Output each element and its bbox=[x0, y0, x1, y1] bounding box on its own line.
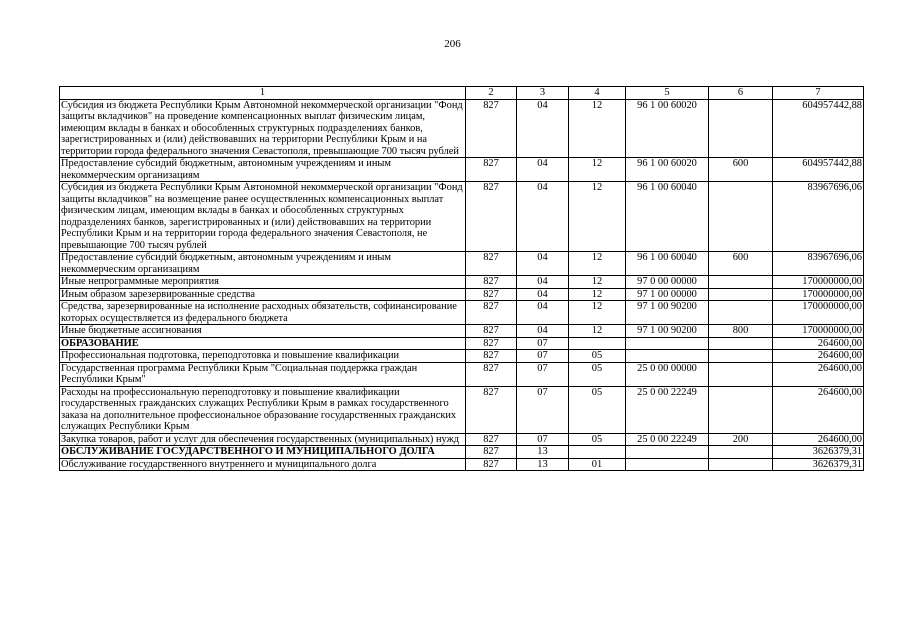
row-target-code: 25 0 00 22249 bbox=[626, 386, 709, 433]
row-expense-type: 200 bbox=[709, 433, 773, 446]
row-expense-type: 600 bbox=[709, 158, 773, 182]
row-section-code: 04 bbox=[517, 182, 569, 252]
row-expense-type bbox=[709, 301, 773, 325]
row-expense-type bbox=[709, 99, 773, 158]
row-ministry-code: 827 bbox=[466, 325, 517, 338]
row-ministry-code: 827 bbox=[466, 446, 517, 459]
row-amount: 264600,00 bbox=[773, 433, 864, 446]
row-name: Средства, зарезервированные на исполнение расходных обязательств, софинансирование которых осуществляется из федерального бюджета bbox=[60, 301, 466, 325]
row-amount: 83967696,06 bbox=[773, 252, 864, 276]
row-section-code: 07 bbox=[517, 386, 569, 433]
row-amount: 170000000,00 bbox=[773, 276, 864, 289]
table-row bbox=[60, 433, 864, 446]
table-row bbox=[60, 325, 864, 338]
row-name: Иные непрограммные мероприятия bbox=[60, 276, 466, 289]
row-section-code: 04 bbox=[517, 158, 569, 182]
row-section-code: 07 bbox=[517, 362, 569, 386]
row-ministry-code: 827 bbox=[466, 288, 517, 301]
row-target-code: 96 1 00 60020 bbox=[626, 99, 709, 158]
row-section-code: 04 bbox=[517, 99, 569, 158]
header-col-2: 2 bbox=[466, 87, 517, 100]
row-ministry-code: 827 bbox=[466, 337, 517, 350]
row-name: ОБРАЗОВАНИЕ bbox=[60, 337, 466, 350]
row-amount: 3626379,31 bbox=[773, 458, 864, 471]
row-expense-type bbox=[709, 458, 773, 471]
row-amount: 604957442,88 bbox=[773, 158, 864, 182]
row-amount: 264600,00 bbox=[773, 362, 864, 386]
row-name: Субсидия из бюджета Республики Крым Автономной некоммерческой организации "Фонд защиты вкладчиков" на проведение компенсационных выплат физическим лицам, имеющим вклады в банках и обособленных структурных подразделениях банков, зарегистрированных и (или) действовавших на территории Республики Крым и на территории города федерального значения Севастополя, превышающие 700 тысяч рублей bbox=[60, 99, 466, 158]
row-subsection-code bbox=[569, 446, 626, 459]
row-expense-type bbox=[709, 337, 773, 350]
table-row bbox=[60, 446, 864, 459]
row-target-code: 97 1 00 90200 bbox=[626, 301, 709, 325]
row-section-code: 04 bbox=[517, 276, 569, 289]
header-row bbox=[60, 87, 864, 100]
row-ministry-code: 827 bbox=[466, 301, 517, 325]
row-section-code: 04 bbox=[517, 252, 569, 276]
page-number: 206 bbox=[444, 38, 461, 50]
row-name: Предоставление субсидий бюджетным, автономным учреждениям и иным некоммерческим организациям bbox=[60, 158, 466, 182]
row-target-code: 25 0 00 00000 bbox=[626, 362, 709, 386]
row-target-code: 96 1 00 60020 bbox=[626, 158, 709, 182]
row-expense-type: 800 bbox=[709, 325, 773, 338]
row-ministry-code: 827 bbox=[466, 252, 517, 276]
row-expense-type bbox=[709, 182, 773, 252]
row-expense-type: 600 bbox=[709, 252, 773, 276]
row-expense-type bbox=[709, 446, 773, 459]
row-name: ОБСЛУЖИВАНИЕ ГОСУДАРСТВЕННОГО И МУНИЦИПАЛЬНОГО ДОЛГА bbox=[60, 446, 466, 459]
row-target-code bbox=[626, 350, 709, 363]
row-target-code bbox=[626, 458, 709, 471]
row-ministry-code: 827 bbox=[466, 99, 517, 158]
row-ministry-code: 827 bbox=[466, 362, 517, 386]
row-subsection-code: 12 bbox=[569, 288, 626, 301]
row-name: Закупка товаров, работ и услуг для обеспечения государственных (муниципальных) нужд bbox=[60, 433, 466, 446]
row-subsection-code bbox=[569, 337, 626, 350]
table-row bbox=[60, 252, 864, 276]
row-subsection-code: 12 bbox=[569, 301, 626, 325]
row-target-code: 97 1 00 00000 bbox=[626, 288, 709, 301]
row-expense-type bbox=[709, 276, 773, 289]
row-subsection-code: 12 bbox=[569, 182, 626, 252]
row-section-code: 04 bbox=[517, 288, 569, 301]
row-amount: 83967696,06 bbox=[773, 182, 864, 252]
row-subsection-code: 12 bbox=[569, 276, 626, 289]
row-amount: 170000000,00 bbox=[773, 325, 864, 338]
row-section-code: 07 bbox=[517, 337, 569, 350]
row-subsection-code: 01 bbox=[569, 458, 626, 471]
row-section-code: 07 bbox=[517, 433, 569, 446]
row-subsection-code: 12 bbox=[569, 158, 626, 182]
row-amount: 604957442,88 bbox=[773, 99, 864, 158]
table-row bbox=[60, 276, 864, 289]
row-expense-type bbox=[709, 362, 773, 386]
row-amount: 3626379,31 bbox=[773, 446, 864, 459]
table-row bbox=[60, 337, 864, 350]
row-amount: 264600,00 bbox=[773, 337, 864, 350]
header-col-6: 6 bbox=[709, 87, 773, 100]
row-section-code: 13 bbox=[517, 458, 569, 471]
row-expense-type bbox=[709, 386, 773, 433]
table-row bbox=[60, 362, 864, 386]
row-target-code: 96 1 00 60040 bbox=[626, 182, 709, 252]
row-subsection-code: 05 bbox=[569, 362, 626, 386]
row-subsection-code: 05 bbox=[569, 386, 626, 433]
table-row bbox=[60, 458, 864, 471]
row-section-code: 07 bbox=[517, 350, 569, 363]
row-amount: 170000000,00 bbox=[773, 301, 864, 325]
row-subsection-code: 05 bbox=[569, 433, 626, 446]
row-section-code: 04 bbox=[517, 301, 569, 325]
table-row bbox=[60, 158, 864, 182]
table-row bbox=[60, 350, 864, 363]
table-row bbox=[60, 288, 864, 301]
row-ministry-code: 827 bbox=[466, 458, 517, 471]
table-row bbox=[60, 182, 864, 252]
row-name: Обслуживание государственного внутреннего и муниципального долга bbox=[60, 458, 466, 471]
row-expense-type bbox=[709, 350, 773, 363]
header-col-7: 7 bbox=[773, 87, 864, 100]
row-target-code: 25 0 00 22249 bbox=[626, 433, 709, 446]
row-ministry-code: 827 bbox=[466, 386, 517, 433]
table-row bbox=[60, 386, 864, 433]
header-col-4: 4 bbox=[569, 87, 626, 100]
header-col-3: 3 bbox=[517, 87, 569, 100]
row-subsection-code: 12 bbox=[569, 325, 626, 338]
row-section-code: 13 bbox=[517, 446, 569, 459]
row-name: Расходы на профессиональную переподготовку и повышение квалификации государственных гражданских служащих Республики Крым в рамках государственного заказа на дополнительное профессиональное образование государственных гражданских служащих Республики Крым bbox=[60, 386, 466, 433]
row-subsection-code: 12 bbox=[569, 99, 626, 158]
row-ministry-code: 827 bbox=[466, 182, 517, 252]
row-ministry-code: 827 bbox=[466, 158, 517, 182]
header-col-1: 1 bbox=[60, 87, 466, 100]
row-subsection-code: 12 bbox=[569, 252, 626, 276]
row-amount: 264600,00 bbox=[773, 386, 864, 433]
row-target-code: 97 1 00 90200 bbox=[626, 325, 709, 338]
row-name: Предоставление субсидий бюджетным, автономным учреждениям и иным некоммерческим организациям bbox=[60, 252, 466, 276]
budget-table bbox=[59, 86, 864, 471]
table-row bbox=[60, 99, 864, 158]
row-name: Иные бюджетные ассигнования bbox=[60, 325, 466, 338]
row-target-code bbox=[626, 446, 709, 459]
header-col-5: 5 bbox=[626, 87, 709, 100]
row-ministry-code: 827 bbox=[466, 276, 517, 289]
row-expense-type bbox=[709, 288, 773, 301]
row-target-code bbox=[626, 337, 709, 350]
row-ministry-code: 827 bbox=[466, 350, 517, 363]
row-target-code: 97 0 00 00000 bbox=[626, 276, 709, 289]
row-ministry-code: 827 bbox=[466, 433, 517, 446]
row-section-code: 04 bbox=[517, 325, 569, 338]
row-name: Профессиональная подготовка, переподготовка и повышение квалификации bbox=[60, 350, 466, 363]
row-amount: 170000000,00 bbox=[773, 288, 864, 301]
table-row bbox=[60, 301, 864, 325]
row-name: Государственная программа Республики Крым "Социальная поддержка граждан Республики Крым" bbox=[60, 362, 466, 386]
row-name: Иным образом зарезервированные средства bbox=[60, 288, 466, 301]
row-subsection-code: 05 bbox=[569, 350, 626, 363]
row-amount: 264600,00 bbox=[773, 350, 864, 363]
row-name: Субсидия из бюджета Республики Крым Автономной некоммерческой организации "Фонд защиты вкладчиков" на возмещение ранее осуществленных компенсационных выплат физическим лицам, имеющим вклады в банках и обособленных структурных подразделениях банков, зарегистрированных и (или) действовавших на территории Республики Крым и на территории города федерального значения Севастополя, не превышающие 700 тысяч рублей bbox=[60, 182, 466, 252]
row-target-code: 96 1 00 60040 bbox=[626, 252, 709, 276]
